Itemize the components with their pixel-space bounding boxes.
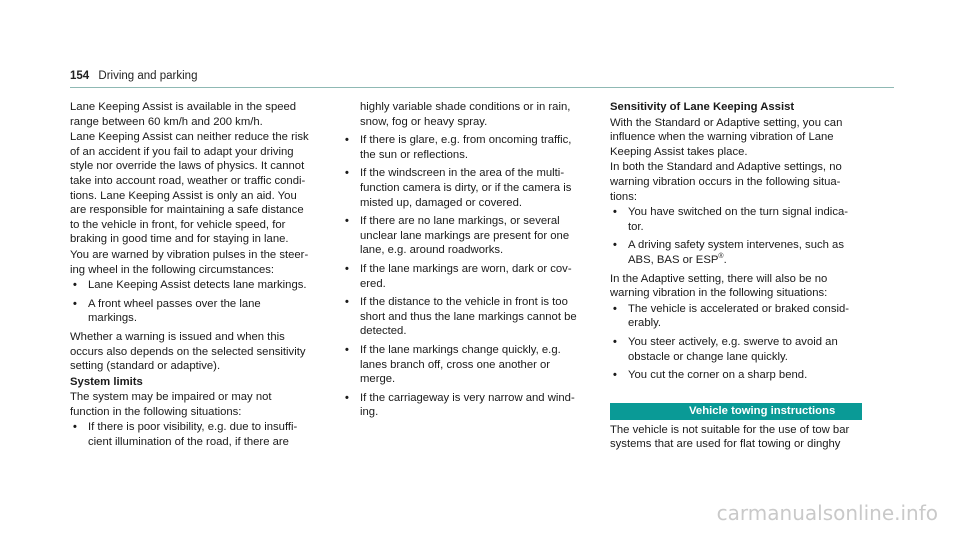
bullet-icon: • bbox=[73, 297, 77, 310]
paragraph: The vehicle is not suitable for the use of tow bar systems that are used for flat towing or dinghy bbox=[610, 423, 850, 451]
paragraph: In both the Standard and Adaptive settings, no warning vibration occurs in the following situa-tions: bbox=[610, 161, 842, 203]
list-item bbox=[610, 302, 862, 331]
list-item-text: If there are no lane markings, or several unclear lane markings are present for one lane, e.g. around roadworks. bbox=[360, 215, 570, 257]
header-divider bbox=[70, 87, 894, 88]
bullet-icon: • bbox=[613, 335, 617, 348]
paragraph: In the Adaptive setting, there will also be no warning vibration in the following situations: bbox=[610, 272, 828, 300]
list-item-text: If the lane markings change quickly, e.g. lanes branch off, cross one another or merge. bbox=[360, 343, 561, 386]
paragraph: Lane Keeping Assist is available in the speed range between 60 km/h and 200 km/h. bbox=[70, 101, 297, 128]
bullet-icon: • bbox=[345, 296, 349, 309]
continued-text: highly variable shade conditions or in rain, snow, fog or heavy spray. bbox=[360, 101, 571, 128]
bullet-list bbox=[610, 205, 862, 267]
list-item-text: The vehicle is accelerated or braked consid-erably. bbox=[628, 302, 850, 330]
list-item-text: You cut the corner on a sharp bend. bbox=[628, 369, 808, 382]
bullet-icon: • bbox=[613, 206, 617, 219]
bullet-icon: • bbox=[613, 239, 617, 252]
list-item-text: A driving safety system intervenes, such as ABS, BAS or ESP bbox=[628, 239, 844, 266]
bullet-icon: • bbox=[345, 167, 349, 180]
list-item-suffix: . bbox=[723, 253, 727, 266]
list-item bbox=[70, 278, 310, 293]
bullet-list bbox=[342, 133, 582, 420]
paragraph: Whether a warning is issued and when this occurs also depends on the selected sensitivity setting (standard or adaptive). bbox=[70, 330, 306, 373]
list-item bbox=[610, 335, 862, 364]
bullet-list bbox=[70, 278, 310, 326]
list-item bbox=[342, 214, 582, 258]
list-item bbox=[342, 262, 582, 291]
list-item-text: You have switched on the turn signal indica-tor. bbox=[628, 206, 849, 233]
sensitivity-heading: Sensitivity of Lane Keeping Assist bbox=[610, 101, 795, 113]
list-item-text: If there is glare, e.g. from oncoming traffic, the sun or reflections. bbox=[360, 134, 572, 161]
paragraph: Lane Keeping Assist can neither reduce the risk of an accident if you fail to adapt your driving style nor override the laws of physics. It cannot take into account road, weather or traffic condi-tions. Lane Keeping Assist is only an aid. You are responsible for maintaining a safe distance to the vehicle in front, for vehicle speed, for braking in good time and for staying in lane. bbox=[70, 131, 309, 246]
list-item-text: If there is poor visibility, e.g. due to insuffi-cient illumination of the road, if there are bbox=[88, 421, 298, 449]
page-header bbox=[70, 70, 197, 82]
column-right bbox=[610, 100, 862, 453]
bullet-list bbox=[70, 420, 310, 449]
registered-mark: ® bbox=[718, 253, 724, 261]
list-item-text: A front wheel passes over the lane markings. bbox=[88, 297, 261, 325]
list-item bbox=[342, 166, 582, 210]
list-item bbox=[610, 205, 862, 234]
list-item bbox=[342, 391, 582, 420]
column-middle bbox=[342, 100, 582, 424]
page-number: 154 bbox=[70, 70, 90, 82]
list-item bbox=[342, 343, 582, 387]
system-limits-heading: System limits bbox=[70, 375, 143, 388]
bullet-icon: • bbox=[345, 262, 349, 275]
column-left bbox=[70, 100, 310, 454]
list-item-text: If the distance to the vehicle in front is too short and thus the lane markings cannot be detected. bbox=[360, 296, 577, 338]
list-item-text: If the windscreen in the area of the multi-function camera is dirty, or if the camera is misted up, damaged or covered. bbox=[360, 167, 572, 209]
towing-heading-bar: Vehicle towing instructions bbox=[610, 403, 862, 420]
list-item bbox=[610, 368, 862, 383]
list-item-text: If the lane markings are worn, dark or cov-ered. bbox=[360, 262, 572, 290]
bullet-icon: • bbox=[345, 215, 349, 228]
section-title: Driving and parking bbox=[98, 70, 198, 82]
paragraph: With the Standard or Adaptive setting, you can influence when the warning vibration of Lane Keeping Assist takes place. bbox=[610, 116, 843, 158]
watermark: carmanualsonline.info bbox=[716, 501, 938, 525]
list-item-text: Lane Keeping Assist detects lane markings. bbox=[88, 279, 307, 292]
bullet-list bbox=[610, 302, 862, 383]
bullet-icon: • bbox=[345, 343, 349, 356]
list-item bbox=[70, 297, 310, 326]
bullet-icon: • bbox=[613, 302, 617, 315]
bullet-icon: • bbox=[73, 279, 77, 292]
list-item-text: If the carriageway is very narrow and wind-ing. bbox=[360, 391, 575, 419]
bullet-icon: • bbox=[345, 391, 349, 404]
list-item bbox=[342, 133, 582, 162]
list-item bbox=[70, 420, 310, 449]
bullet-icon: • bbox=[73, 421, 77, 434]
bullet-icon: • bbox=[345, 134, 349, 147]
list-item bbox=[610, 238, 862, 267]
paragraph: You are warned by vibration pulses in the steer-ing wheel in the following circumstances: bbox=[70, 248, 309, 276]
list-item bbox=[342, 295, 582, 339]
paragraph: The system may be impaired or may not function in the following situations: bbox=[70, 391, 272, 418]
bullet-icon: • bbox=[613, 369, 617, 382]
list-item-text: You steer actively, e.g. swerve to avoid an obstacle or change lane quickly. bbox=[628, 335, 838, 363]
